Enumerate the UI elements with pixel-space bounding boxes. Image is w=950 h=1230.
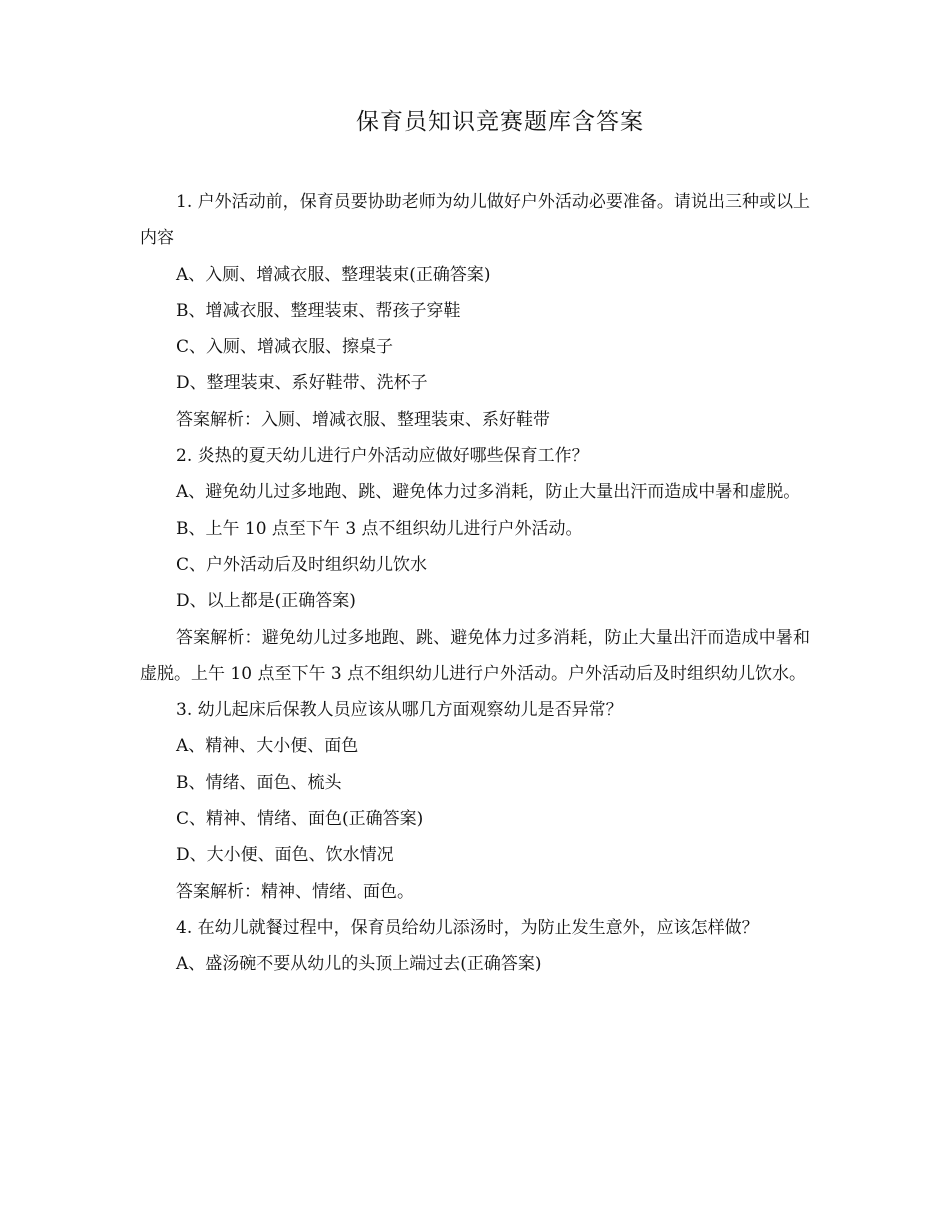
question-3-option-b: B、情绪、面色、梳头 bbox=[176, 772, 342, 793]
document-title: 保育员知识竞赛题库含答案 bbox=[356, 109, 644, 135]
question-3-option-c: C、精神、情绪、面色(正确答案) bbox=[176, 809, 424, 830]
question-2-option-a: A、避免幼儿过多地跑、跳、避免体力过多消耗，防止大量出汗而造成中暑和虚脱。 bbox=[176, 482, 801, 503]
question-3: 3. 幼儿起床后保教人员应该从哪几方面观察幼儿是否异常？ bbox=[176, 700, 623, 721]
question-1-option-b: B、增减衣服、整理装束、帮孩子穿鞋 bbox=[176, 300, 461, 321]
question-1: 1. 户外活动前，保育员要协助老师为幼儿做好户外活动必要准备。请说出三种或以上内容 bbox=[140, 192, 810, 249]
document-body bbox=[140, 184, 810, 983]
question-2-explanation: 答案解析：避免幼儿过多地跑、跳、避免体力过多消耗，防止大量出汗而造成中暑和虚脱。上午 10 点至下午 3 点不组织幼儿进行户外活动。户外活动后及时组织幼儿饮水。 bbox=[140, 627, 810, 684]
question-3-option-d: D、大小便、面色、饮水情况 bbox=[176, 845, 394, 866]
question-4: 4. 在幼儿就餐过程中，保育员给幼儿添汤时，为防止发生意外，应该怎样做？ bbox=[176, 917, 759, 938]
question-1-option-d: D、整理装束、系好鞋带、洗杯子 bbox=[176, 373, 428, 394]
question-2: 2. 炎热的夏天幼儿进行户外活动应做好哪些保育工作？ bbox=[176, 446, 589, 467]
question-3-explanation: 答案解析：精神、情绪、面色。 bbox=[176, 881, 414, 902]
question-1-explanation: 答案解析：入厕、增减衣服、整理装束、系好鞋带 bbox=[176, 409, 550, 430]
question-2-option-d: D、以上都是(正确答案) bbox=[176, 591, 356, 612]
question-2-option-c: C、户外活动后及时组织幼儿饮水 bbox=[176, 554, 428, 575]
question-3-option-a: A、精神、大小便、面色 bbox=[176, 736, 359, 757]
question-1-option-c: C、入厕、增减衣服、擦桌子 bbox=[176, 337, 394, 358]
question-4-option-a: A、盛汤碗不要从幼儿的头顶上端过去(正确答案) bbox=[176, 954, 542, 975]
question-1-option-a: A、入厕、增减衣服、整理装束(正确答案) bbox=[176, 264, 491, 285]
question-2-option-b: B、上午 10 点至下午 3 点不组织幼儿进行户外活动。 bbox=[176, 518, 583, 539]
